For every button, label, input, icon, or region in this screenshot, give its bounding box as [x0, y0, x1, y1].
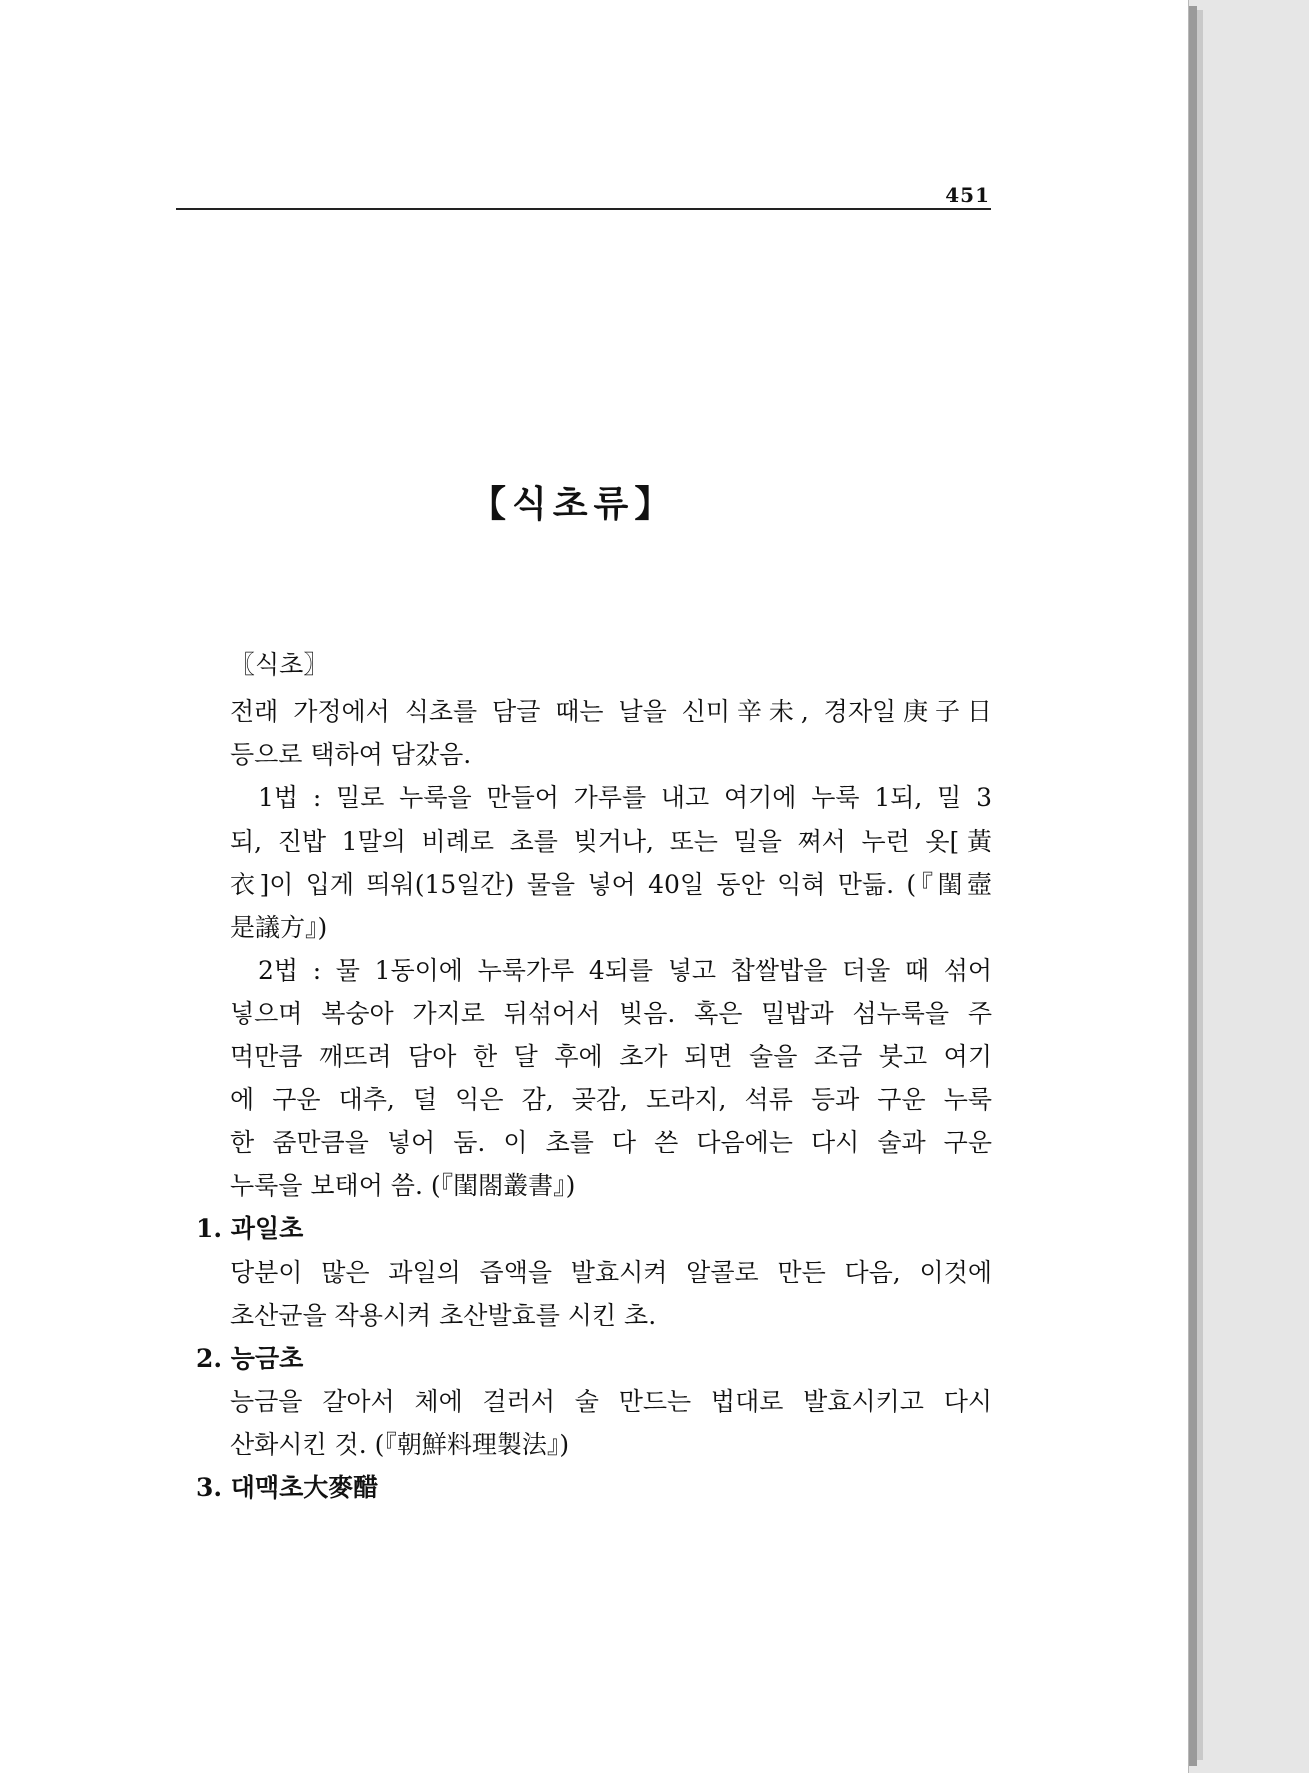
method2-line: 한 줌만큼을 넣어 둠. 이 초를 다 쓴 다음에는 다시 술과 구운	[230, 1128, 992, 1157]
method1-line: 衣]이 입게 띄워(15일간) 물을 넣어 40일 동안 익혀 만듦. (『閨壼	[230, 870, 992, 899]
item-line: 당분이 많은 과일의 즙액을 발효시켜 알콜로 만든 다음, 이것에	[230, 1258, 992, 1287]
method1-line: 1법 : 밀로 누룩을 만들어 가루를 내고 여기에 누룩 1되, 밀 3	[258, 783, 992, 812]
item-heading: 2. 능금초	[196, 1344, 304, 1373]
item-line: 초산균을 작용시켜 초산발효를 시킨 초.	[230, 1301, 657, 1330]
page-edge-shadow	[1197, 10, 1203, 1760]
item-line: 산화시킨 것. (『朝鮮料理製法』)	[230, 1430, 570, 1459]
header-rule	[176, 208, 991, 210]
method2-line: 에 구운 대추, 덜 익은 감, 곶감, 도라지, 석류 등과 구운 누룩	[230, 1085, 992, 1114]
entry-title: 〖식초〗	[230, 650, 329, 679]
item-heading: 3. 대맥초大麥醋	[196, 1473, 379, 1502]
intro-line: 전래 가정에서 식초를 담글 때는 날을 신미辛未, 경자일庚子日	[230, 697, 992, 726]
item-line: 능금을 갈아서 체에 걸러서 술 만드는 법대로 발효시키고 다시	[230, 1387, 992, 1416]
page-number: 451	[945, 183, 990, 207]
item-heading: 1. 과일초	[196, 1214, 304, 1243]
section-title: 【식초류】	[470, 483, 677, 525]
method1-line: 是議方』)	[230, 913, 328, 942]
method2-line: 넣으며 복숭아 가지로 뒤섞어서 빚음. 혹은 밀밥과 섬누룩을 주	[230, 999, 992, 1028]
method2-line: 2법 : 물 1동이에 누룩가루 4되를 넣고 찹쌀밥을 더울 때 섞어	[258, 956, 992, 985]
method2-line: 먹만큼 깨뜨려 담아 한 달 후에 초가 되면 술을 조금 붓고 여기	[230, 1042, 992, 1071]
intro-line: 등으로 택하여 담갔음.	[230, 740, 472, 769]
method1-line: 되, 진밥 1말의 비례로 초를 빚거나, 또는 밀을 쪄서 누런 옷[黃	[230, 827, 992, 856]
page-edge-shadow	[1189, 6, 1197, 1766]
method2-line: 누룩을 보태어 씀. (『閨閤叢書』)	[230, 1171, 576, 1200]
